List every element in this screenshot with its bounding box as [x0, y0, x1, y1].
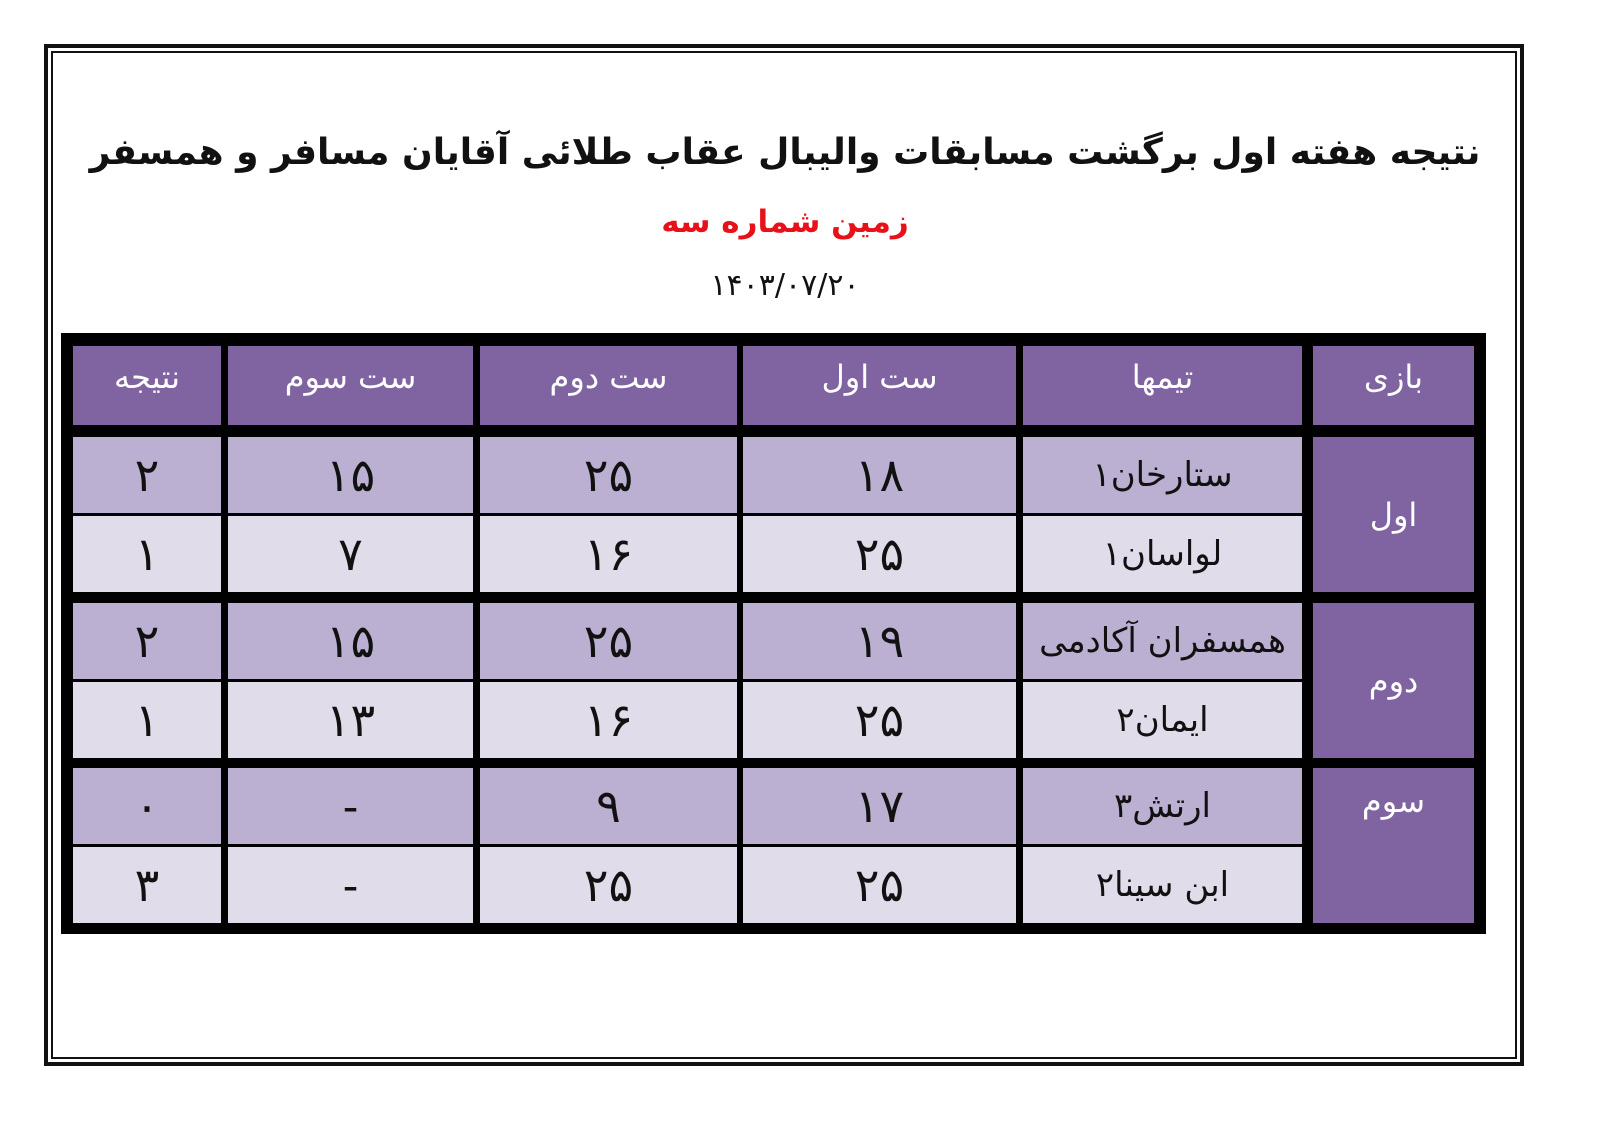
result-value: ۲: [73, 437, 221, 513]
header-teams: تیمها: [1023, 346, 1302, 425]
header-result: نتیجه: [73, 346, 221, 425]
set3-score: -: [228, 768, 473, 844]
set1-score: ۱۷: [743, 768, 1016, 844]
set3-score: -: [228, 847, 473, 923]
header-game: بازی: [1313, 346, 1474, 425]
game-label: دوم: [1313, 603, 1474, 758]
set2-score: ۱۶: [480, 516, 737, 592]
results-table: [61, 333, 1486, 934]
page-subtitle: زمین شماره سه: [661, 204, 909, 240]
team-name: ارتش۳: [1023, 768, 1302, 844]
header-set3: ست سوم: [228, 346, 473, 425]
result-value: ۱: [73, 682, 221, 758]
page-date: ۱۴۰۳/۰۷/۲۰: [710, 268, 860, 303]
result-value: ۲: [73, 603, 221, 679]
team-name: ابن سینا۲: [1023, 847, 1302, 923]
team-name: لواسان۱: [1023, 516, 1302, 592]
set2-score: ۲۵: [480, 437, 737, 513]
set2-score: ۲۵: [480, 847, 737, 923]
set1-score: ۲۵: [743, 516, 1016, 592]
set1-score: ۲۵: [743, 847, 1016, 923]
header-set2: ست دوم: [480, 346, 737, 425]
result-value: ۱: [73, 516, 221, 592]
set2-score: ۱۶: [480, 682, 737, 758]
team-name: همسفران آکادمی: [1023, 603, 1302, 679]
set2-score: ۹: [480, 768, 737, 844]
set3-score: ۱۳: [228, 682, 473, 758]
set1-score: ۱۸: [743, 437, 1016, 513]
set1-score: ۲۵: [743, 682, 1016, 758]
team-name: ستارخان۱: [1023, 437, 1302, 513]
set3-score: ۱۵: [228, 603, 473, 679]
set3-score: ۱۵: [228, 437, 473, 513]
set3-score: ۷: [228, 516, 473, 592]
team-name: ایمان۲: [1023, 682, 1302, 758]
result-value: ۳: [73, 847, 221, 923]
result-value: ۰: [73, 768, 221, 844]
page-title: نتیجه هفته اول برگشت مسابقات والیبال عقاب طلائی آقایان مسافر و همسفر: [89, 132, 1481, 173]
game-label: اول: [1313, 437, 1474, 592]
set2-score: ۲۵: [480, 603, 737, 679]
set1-score: ۱۹: [743, 603, 1016, 679]
game-label: سوم: [1313, 768, 1474, 923]
header-set1: ست اول: [743, 346, 1016, 425]
